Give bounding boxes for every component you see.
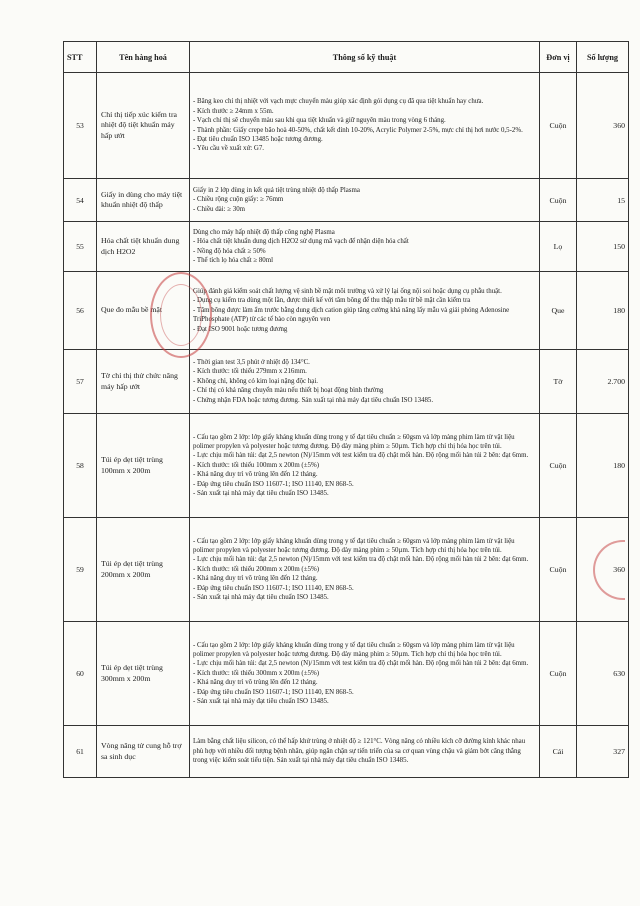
spec-line: - Cấu tạo gồm 2 lớp: lớp giấy kháng khuẩn dùng trong y tế đạt tiêu chuẩn ≥ 60gsm và lớp màng phim làm từ vật liệu polimer propylen và polyester hoặc tương đương. Độ dày màng phim ≥ 50µm. Tích hợp chỉ thị hóa học trên túi. <box>193 433 515 451</box>
spec-line: - Kích thước: tối thiểu 279mm x 216mm. <box>193 368 307 376</box>
row-quantity: 327 <box>577 726 629 778</box>
row-quantity: 360 <box>577 73 629 179</box>
spec-line: - Băng keo chỉ thị nhiệt với vạch mực chuyển màu giúp xác định gói dụng cụ đã qua tiệt khuẩn hay chưa. <box>193 98 484 106</box>
spec-line: - Chiều dài: ≥ 30m <box>193 205 246 213</box>
header-spec: Thông số kỹ thuật <box>190 42 540 73</box>
row-stt: 56 <box>64 272 97 350</box>
row-quantity: 630 <box>577 622 629 726</box>
row-quantity: 180 <box>577 272 629 350</box>
row-spec <box>190 414 540 518</box>
row-unit: Cái <box>540 726 577 778</box>
row-quantity: 150 <box>577 222 629 272</box>
row-spec <box>190 622 540 726</box>
spec-line: - Kích thước ≥ 24mm x 55m. <box>193 107 274 115</box>
row-item-name: Vòng nâng tử cung hỗ trợ sa sinh dục <box>97 726 190 778</box>
header-name: Tên hàng hoá <box>97 42 190 73</box>
table-row <box>64 726 629 778</box>
spec-line: - Sản xuất tại nhà máy đạt tiêu chuẩn ISO 13485. <box>193 489 329 497</box>
spec-line: - Lực chịu mối hàn túi: đạt 2,5 newton (N)/15mm với test kiểm tra độ chặt mối hàn. Độ rộng mối hàn túi 2 bên: đạt 6mm. <box>193 660 529 668</box>
spec-line: - Khả năng duy trì vô trùng lên đến 12 tháng. <box>193 679 318 687</box>
spec-line: - Hóa chất tiệt khuẩn dung dịch H2O2 sử dụng mã vạch để nhận diện hóa chất <box>193 238 409 246</box>
header-unit: Đơn vị <box>540 42 577 73</box>
row-unit: Cuộn <box>540 414 577 518</box>
row-stt: 59 <box>64 518 97 622</box>
row-stt: 60 <box>64 622 97 726</box>
row-spec <box>190 222 540 272</box>
spec-line: - Sản xuất tại nhà máy đạt tiêu chuẩn ISO 13485. <box>193 697 329 705</box>
spec-line: - Cấu tạo gồm 2 lớp: lớp giấy kháng khuẩn dùng trong y tế đạt tiêu chuẩn ≥ 60gsm và lớp màng phim làm từ vật liệu polimer propylen và polyester hoặc tương đương. Độ dày màng phim ≥ 50µm. Tích hợp chỉ thị hóa học trên túi. <box>193 537 515 555</box>
spec-line: - Lực chịu mối hàn túi: đạt 2,5 newton (N)/15mm với test kiểm tra độ chặt mối hàn. Độ rộng mối hàn túi 2 bên: đạt 6mm. <box>193 452 529 460</box>
table-body <box>64 73 629 778</box>
spec-line: - Thành phần: Giấy crepe bão hoà 40-50%, chất kết dính 10-20%, Acrylic Polymer 2-5%, mực chỉ thị hơi nước 0,5-2%. <box>193 126 523 134</box>
table-row <box>64 73 629 179</box>
spec-line: - Thời gian test 3,5 phút ở nhiệt độ 134°C. <box>193 359 310 367</box>
table-header-row <box>64 42 629 73</box>
row-item-name: Hóa chất tiệt khuẩn dung dịch H2O2 <box>97 222 190 272</box>
spec-line: - Chứng nhận FDA hoặc tương đương. Sản xuất tại nhà máy đạt tiêu chuẩn ISO 13485. <box>193 396 434 404</box>
row-spec <box>190 518 540 622</box>
spec-line: - Vạch chỉ thị sẽ chuyển màu sau khi qua tiệt khuẩn và giữ nguyên màu trong vòng 6 tháng. <box>193 117 446 125</box>
table-row <box>64 222 629 272</box>
spec-line: - Khả năng duy trì vô trùng lên đến 12 tháng. <box>193 575 318 583</box>
table-row <box>64 622 629 726</box>
row-spec <box>190 350 540 414</box>
spec-line: - Thể tích lọ hóa chất ≥ 80ml <box>193 256 274 264</box>
header-stt: STT <box>64 42 97 73</box>
spec-line: - Khả năng duy trì vô trùng lên đến 12 tháng. <box>193 471 318 479</box>
row-unit: Cuộn <box>540 622 577 726</box>
table-row <box>64 179 629 222</box>
spec-line: - Đạt tiêu chuẩn ISO 13485 hoặc tương đương. <box>193 135 323 143</box>
spec-line: - Yêu cầu về xuất xứ: G7. <box>193 145 265 153</box>
spec-line: - Cấu tạo gồm 2 lớp: lớp giấy kháng khuẩn dùng trong y tế đạt tiêu chuẩn ≥ 60gsm và lớp màng phim làm từ vật liệu polimer propylen và polyester hoặc tương đương. Độ dày màng phim ≥ 50µm. Tích hợp chỉ thị hóa học trên túi. <box>193 641 515 659</box>
spec-line: - Đạt ISO 9001 hoặc tương đương <box>193 325 288 333</box>
row-spec <box>190 179 540 222</box>
row-item-name: Chỉ thị tiếp xúc kiểm tra nhiệt độ tiệt khuẩn máy hấp ướt <box>97 73 190 179</box>
spec-line: - Đáp ứng tiêu chuẩn ISO 11607-1; ISO 11140, EN 868-5. <box>193 480 354 488</box>
table-row <box>64 272 629 350</box>
row-quantity: 360 <box>577 518 629 622</box>
row-item-name: Túi ép dẹt tiệt trùng 200mm x 200m <box>97 518 190 622</box>
row-unit: Cuộn <box>540 518 577 622</box>
spec-line: Giúp đánh giá kiểm soát chất lượng vệ sinh bề mặt môi trường và xử lý lại ống nội soi hoặc dụng cụ phẫu thuật. <box>193 288 502 296</box>
spec-line: - Dụng cụ kiểm tra dùng một lần, được thiết kế với tăm bông để thu thập mẫu từ bề mặt cần kiểm tra <box>193 297 471 305</box>
row-quantity: 2.700 <box>577 350 629 414</box>
header-qty: Số lượng <box>577 42 629 73</box>
row-stt: 53 <box>64 73 97 179</box>
row-item-name: Tờ chỉ thị thử chức năng máy hấp ướt <box>97 350 190 414</box>
row-stt: 55 <box>64 222 97 272</box>
spec-line: - Đáp ứng tiêu chuẩn ISO 11607-1; ISO 11140, EN 868-5. <box>193 688 354 696</box>
table-row <box>64 350 629 414</box>
spec-line: - Sản xuất tại nhà máy đạt tiêu chuẩn ISO 13485. <box>193 593 329 601</box>
row-spec <box>190 726 540 778</box>
table-row <box>64 414 629 518</box>
row-spec <box>190 73 540 179</box>
row-spec <box>190 272 540 350</box>
row-quantity: 180 <box>577 414 629 518</box>
row-quantity: 15 <box>577 179 629 222</box>
spec-line: - Lực chịu mối hàn túi: đạt 2,5 newton (N)/15mm với test kiểm tra độ chặt mối hàn. Độ rộng mối hàn túi 2 bên: đạt 6mm. <box>193 556 529 564</box>
spec-line: - Chiều rộng cuộn giấy: ≥ 76mm <box>193 196 284 204</box>
spec-line: - Kích thước: tối thiểu 200mm x 200m (±5%) <box>193 565 319 573</box>
row-stt: 54 <box>64 179 97 222</box>
spec-line: Giấy in 2 lớp dùng in kết quả tiệt trùng nhiệt độ thấp Plasma <box>193 186 360 194</box>
spec-line: - Không chì, không có kim loại nặng độc hại. <box>193 377 318 385</box>
spec-line: - Kích thước: tối thiểu 100mm x 200m (±5%) <box>193 461 319 469</box>
row-item-name: Túi ép dẹt tiệt trùng 100mm x 200m <box>97 414 190 518</box>
specification-table <box>63 41 629 778</box>
row-unit: Lọ <box>540 222 577 272</box>
row-item-name: Túi ép dẹt tiệt trùng 300mm x 200m <box>97 622 190 726</box>
row-unit: Que <box>540 272 577 350</box>
row-unit: Tờ <box>540 350 577 414</box>
row-stt: 61 <box>64 726 97 778</box>
spec-line: - Chỉ thị có khả năng chuyển màu nếu thiết bị hoạt động bình thường <box>193 387 384 395</box>
row-unit: Cuộn <box>540 179 577 222</box>
spec-line: Làm bằng chất liệu silicon, có thể hấp khử trùng ở nhiệt độ ≥ 121°C. Vòng nâng có nhiều kích cỡ đường kính khác nhau phù hợp với nhiều đối tượng bệnh nhân, giúp ngăn chặn sự tiến triển của sa cơ quan vùng chậu và giảm bớt căng thẳng trong việc kiểm soát tiểu tiện. Sản xuất tại nhà máy đạt tiêu chuẩn ISO 13485. <box>193 738 526 765</box>
table-row <box>64 518 629 622</box>
row-item-name: Que đo mẫu bề mặt <box>97 272 190 350</box>
spec-line: - Nồng độ hóa chất ≥ 50% <box>193 247 266 255</box>
spec-line: - Đáp ứng tiêu chuẩn ISO 11607-1; ISO 11140, EN 868-5. <box>193 584 354 592</box>
spec-line: - Tăm bông được làm ẩm trước bằng dung dịch cation giúp tăng cường khả năng lấy mẫu và giải phóng Adenosine TriPhosphate (ATP) từ các tế bào còn nguyên ven <box>193 306 510 324</box>
row-unit: Cuộn <box>540 73 577 179</box>
spec-line: - Kích thước: tối thiểu 300mm x 200m (±5%) <box>193 669 319 677</box>
row-item-name: Giấy in dùng cho máy tiệt khuẩn nhiệt độ thấp <box>97 179 190 222</box>
spec-line: Dùng cho máy hấp nhiệt độ thấp công nghệ Plasma <box>193 228 335 236</box>
row-stt: 57 <box>64 350 97 414</box>
row-stt: 58 <box>64 414 97 518</box>
